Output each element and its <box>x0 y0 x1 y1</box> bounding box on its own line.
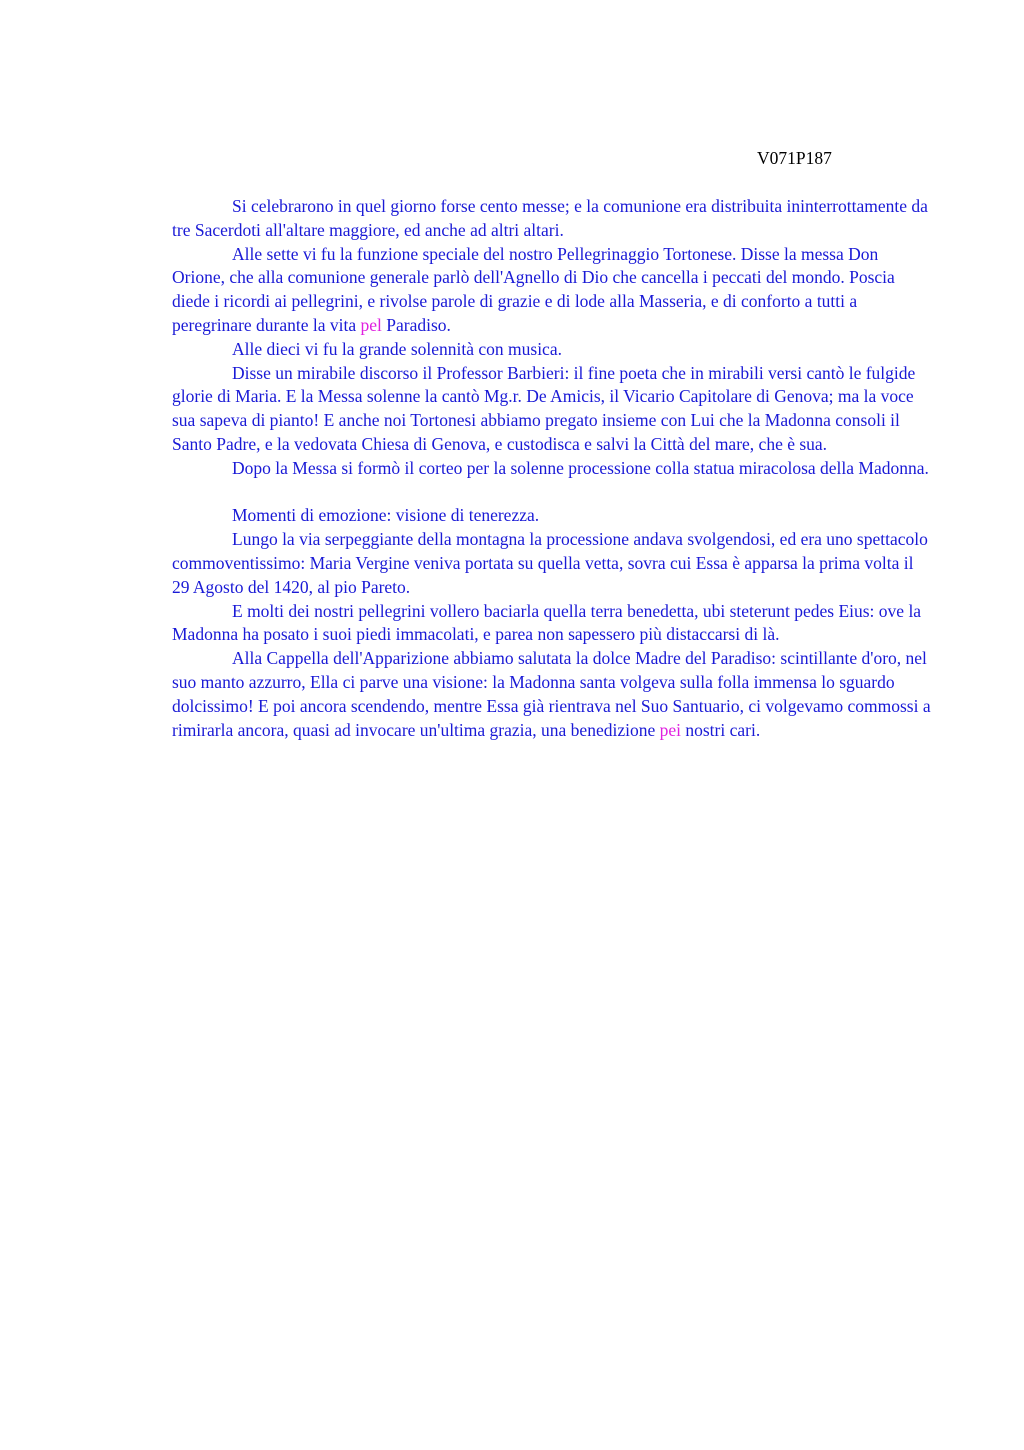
paragraph-communion <box>172 195 932 243</box>
paragraph-text: Lungo la via serpeggiante della montagna la processione andava svolgendosi, ed era uno spettacolo commoventissimo: Maria Vergine veniva portata su quella vetta, sovra cui Essa è apparsa la prima volta il 29 Agosto del 1420, al pio Pareto. <box>172 529 928 597</box>
document-body <box>172 195 932 742</box>
paragraph-text: Alla Cappella dell'Apparizione abbiamo salutata la dolce Madre del Paradiso: scintillante d'oro, nel suo manto azzurro, Ella ci parve una visione: la Madonna santa volgeva sulla folla immensa lo sguardo dolcissimo! E poi ancora scendendo, mentre Essa già rientrava nel Suo Santuario, ci volgevamo commossi a rimirarla ancora, quasi ad invocare un'ultima grazia, una benedizione <box>172 648 931 740</box>
paragraph-text: E molti dei nostri pellegrini vollero baciarla quella terra benedetta, ubi steterunt pedes Eius: ove la Madonna ha posato i suoi piedi immacolati, e parea non sapessero più distaccarsi di là. <box>172 600 922 645</box>
paragraph-text: Dopo la Messa si formò il corteo per la solenne processione colla statua miracolosa della Madonna. <box>232 457 929 478</box>
paragraph-text: Alle sette vi fu la funzione speciale del nostro Pellegrinaggio Tortonese. Disse la messa Don Orione, che alla comunione generale parlò dell'Agnello di Dio che cancella i peccati del mondo. Poscia diede i ricordi ai pellegrini, e rivolse parole di grazie e di lode alla Masseria, e di conforto a tutti a peregrinare durante la vita <box>172 243 895 335</box>
highlighted-word: pei <box>659 719 681 740</box>
paragraph-text: Alle dieci vi fu la grande solennità con musica. <box>232 338 562 359</box>
paragraph-text: nostri cari. <box>680 719 761 740</box>
paragraph-emotion-heading <box>172 504 932 528</box>
paragraph-discourse <box>172 362 932 457</box>
paragraph-blessed-land <box>172 600 932 648</box>
paragraph-pilgrimage-mass <box>172 243 932 338</box>
page-identifier: V071P187 <box>757 148 832 168</box>
paragraph-text: Si celebrarono in quel giorno forse cento messe; e la comunione era distribuita ininterrottamente da tre Sacerdoti all'altare maggiore, ed anche ad altri altari. <box>172 196 928 240</box>
paragraph-procession <box>172 457 932 481</box>
highlighted-word: pel <box>360 314 382 335</box>
paragraph-text: Momenti di emozione: visione di tenerezza. <box>232 505 540 526</box>
paragraph-solemnity <box>172 338 932 362</box>
paragraph-apparition-chapel <box>172 647 932 742</box>
paragraph-text: Disse un mirabile discorso il Professor Barbieri: il fine poeta che in mirabili versi cantò le fulgide glorie di Maria. E la Messa solenne la cantò Mg.r. De Amicis, il Vicario Capitolare di Genova; ma la voce sua sapeva di pianto! E anche noi Tortonesi abbiamo pregato insieme con Lui che la Madonna consoli il Santo Padre, e la vedovata Chiesa di Genova, e custodisca e salvi la Città del mare, che è sua. <box>172 362 916 454</box>
paragraph-text: Paradiso. <box>381 314 451 335</box>
paragraph-mountain-road <box>172 528 932 599</box>
